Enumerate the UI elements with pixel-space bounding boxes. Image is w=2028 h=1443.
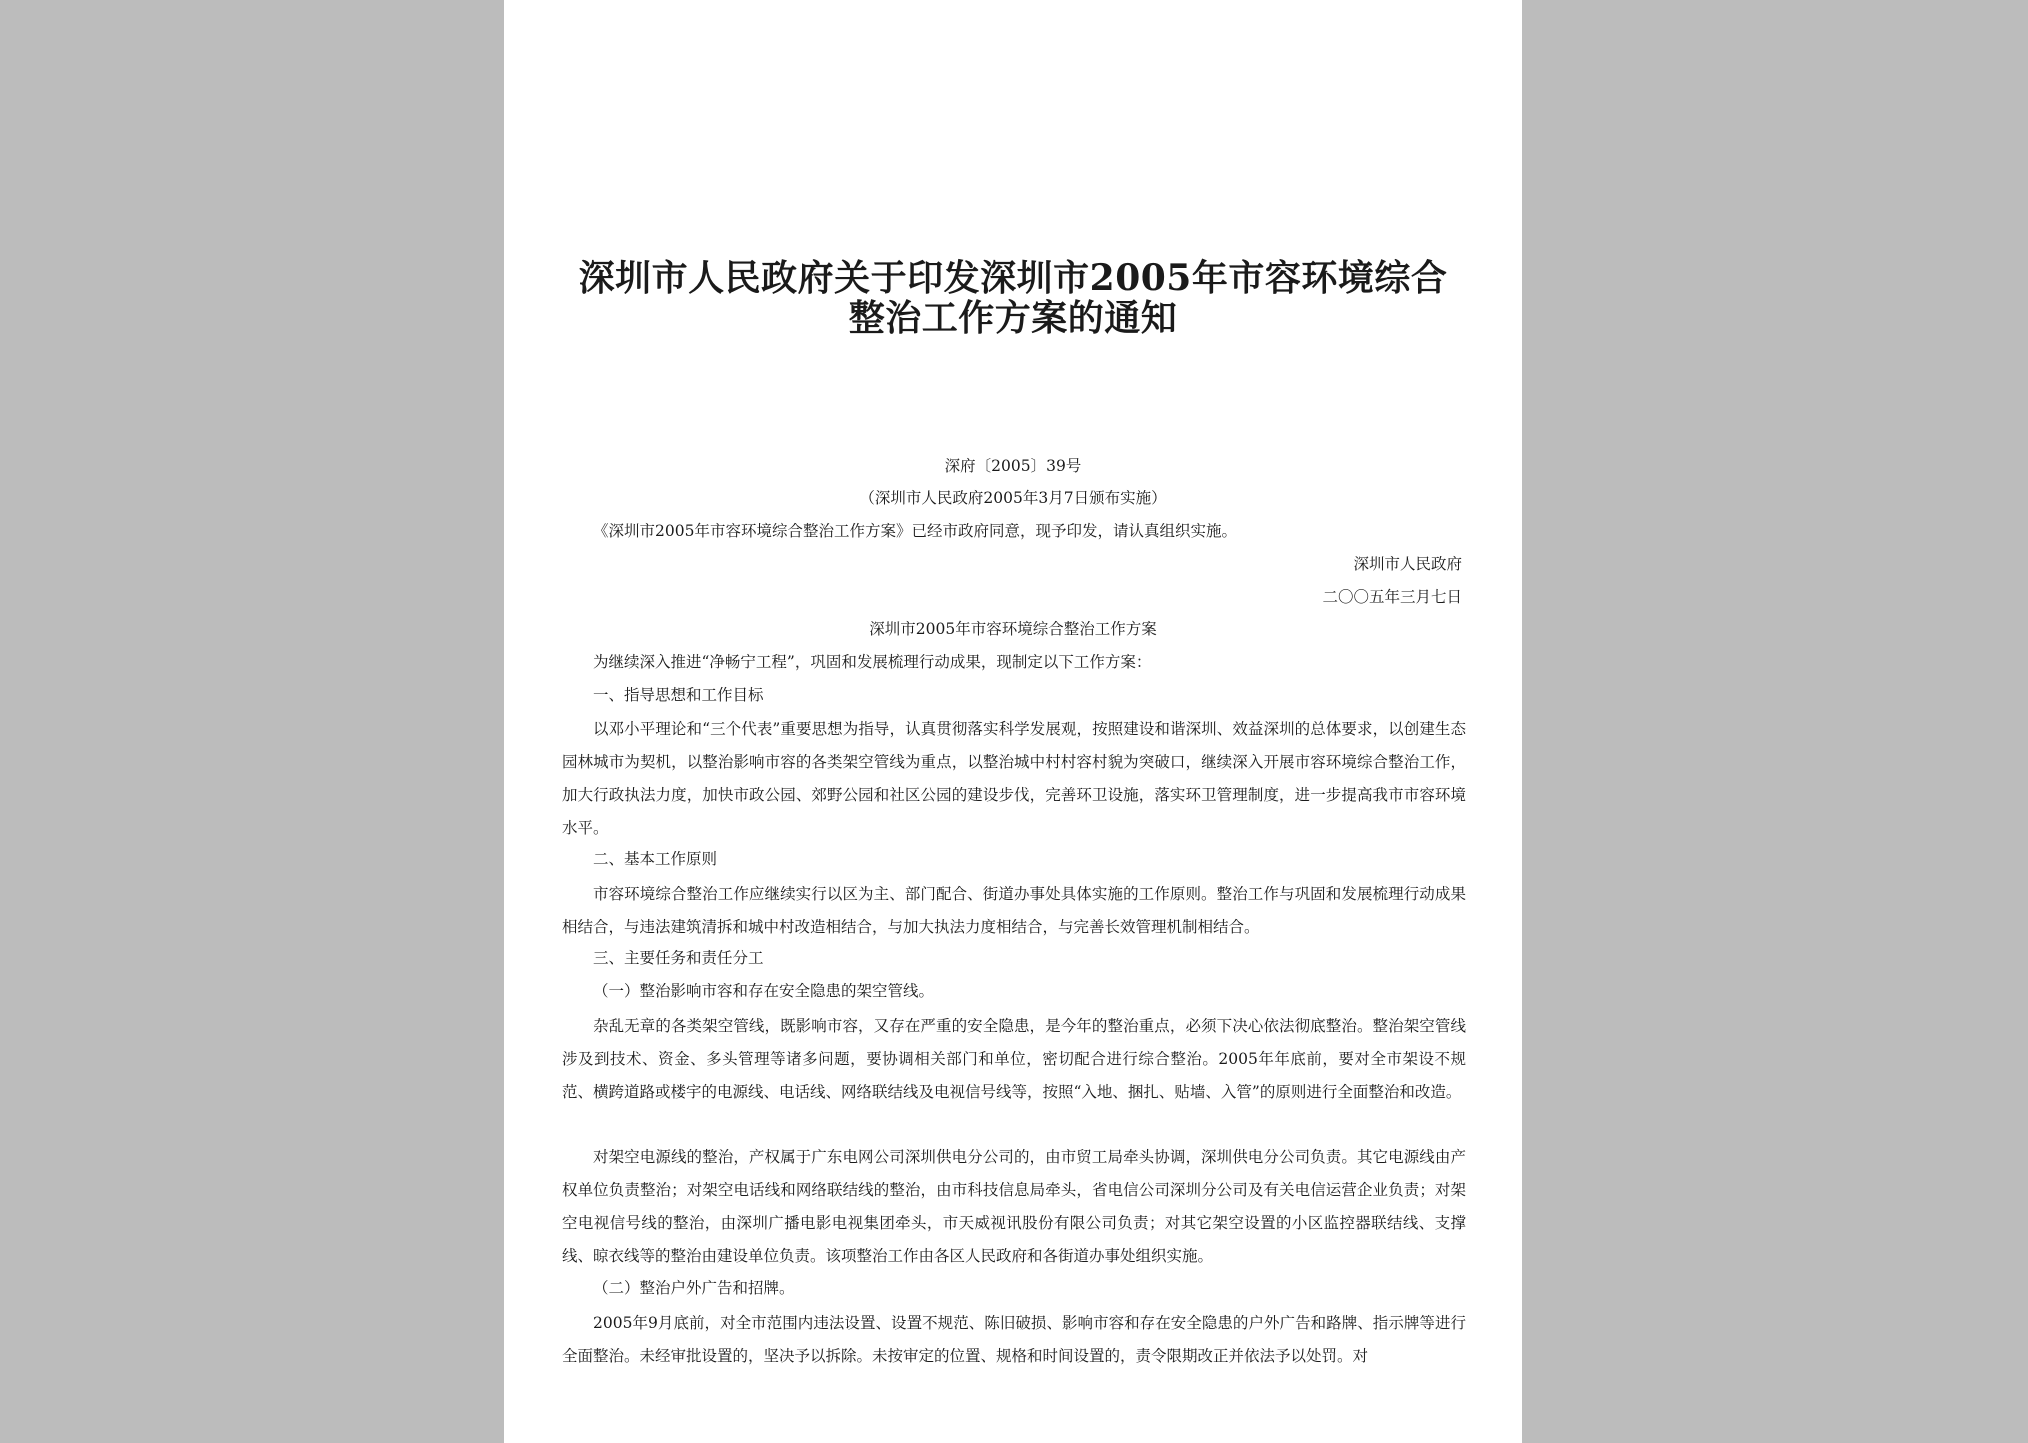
plan-title: 深圳市2005年市容环境综合整治工作方案 xyxy=(869,620,1157,638)
subsection1-para2: 对架空电源线的整治，产权属于广东电网公司深圳供电分公司的，由市贸工局牵头协调，深圳供电分公司负责。其它电源线由产权单位负责整治；对架空电话线和网络联结线的整治，由市科技信息局牵头，省电信公司深圳分公司及有关电信运营企业负责；对架空电视信号线的整治，由深圳广播电影电视集团牵头，市天威视讯股份有限公司负责；对其它架空设置的小区监控器联结线、支撑线、晾衣线等的整治由建设单位负责。该项整治工作由各区人民政府和各街道办事处组织实施。 xyxy=(562,1148,1466,1265)
issuer: 深圳市人民政府 xyxy=(1353,555,1462,573)
subsection1-para1: 杂乱无章的各类架空管线，既影响市容，又存在严重的安全隐患，是今年的整治重点，必须下决心依法彻底整治。整治架空管线涉及到技术、资金、多头管理等诸多问题，要协调相关部门和单位，密切配合进行综合整治。2005年年底前，要对全市架设不规范、横跨道路或楼宇的电源线、电话线、网络联结线及电视信号线等，按照“入地、捆扎、贴墙、入管”的原则进行全面整治和改造。 xyxy=(562,1017,1466,1101)
preface: 为继续深入推进“净畅宁工程”，巩固和发展梳理行动成果，现制定以下工作方案： xyxy=(593,653,1152,671)
intro-text: 《深圳市2005年市容环境综合整治工作方案》已经市政府同意，现予印发，请认真组织实施。 xyxy=(593,522,1237,540)
document-page xyxy=(504,0,1522,1443)
issue-note: （深圳市人民政府2005年3月7日颁布实施） xyxy=(859,489,1167,507)
issue-date: 二〇〇五年三月七日 xyxy=(1322,588,1462,606)
section2-heading: 二、基本工作原则 xyxy=(593,850,718,868)
section1-heading: 一、指导思想和工作目标 xyxy=(593,686,764,704)
subsection2-para1: 2005年9月底前，对全市范围内违法设置、设置不规范、陈旧破损、影响市容和存在安全隐患的户外广告和路牌、指示牌等进行全面整治。未经审批设置的，坚决予以拆除。未按审定的位置、规格和时间设置的，责令限期改正并依法予以处罚。对 xyxy=(562,1314,1466,1365)
subsection2-heading: （二）整治户外广告和招牌。 xyxy=(593,1279,795,1297)
title-line-2: 整治工作方案的通知 xyxy=(848,297,1178,339)
section1-body: 以邓小平理论和“三个代表”重要思想为指导，认真贯彻落实科学发展观，按照建设和谐深圳、效益深圳的总体要求，以创建生态园林城市为契机，以整治影响市容的各类架空管线为重点，以整治城中村村容村貌为突破口，继续深入开展市容环境综合整治工作，加大行政执法力度，加快市政公园、郊野公园和社区公园的建设步伐，完善环卫设施，落实环卫管理制度，进一步提高我市市容环境水平。 xyxy=(562,720,1466,837)
title-line-1: 深圳市人民政府关于印发深圳市2005年市容环境综合 xyxy=(578,257,1448,299)
subsection1-heading: （一）整治影响市容和存在安全隐患的架空管线。 xyxy=(593,982,935,1000)
document-number: 深府〔2005〕39号 xyxy=(944,457,1082,475)
document-title xyxy=(504,258,1522,338)
section3-heading: 三、主要任务和责任分工 xyxy=(593,949,764,967)
section2-body: 市容环境综合整治工作应继续实行以区为主、部门配合、街道办事处具体实施的工作原则。整治工作与巩固和发展梳理行动成果相结合，与违法建筑清拆和城中村改造相结合，与加大执法力度相结合，与完善长效管理机制相结合。 xyxy=(562,885,1466,936)
